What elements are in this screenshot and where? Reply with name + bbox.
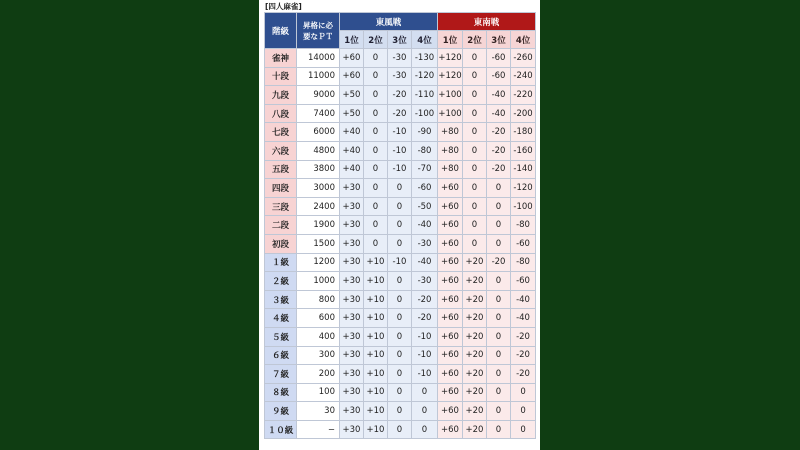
south-place-4-cell: -200 xyxy=(511,104,536,123)
south-place-3-cell: -60 xyxy=(487,49,511,68)
east-place-3-cell: 0 xyxy=(388,179,412,198)
east-place-3-cell: 0 xyxy=(388,234,412,253)
east-place-4-cell: -100 xyxy=(412,104,438,123)
south-place-2-cell: +20 xyxy=(463,309,487,328)
table-row xyxy=(265,309,536,328)
table-row xyxy=(265,49,536,68)
rank-cell: ８級 xyxy=(265,383,297,402)
table-row xyxy=(265,272,536,291)
south-place-1-cell: +60 xyxy=(438,365,463,384)
south-place-4-cell: -160 xyxy=(511,141,536,160)
south-place-3-cell: 0 xyxy=(487,197,511,216)
table-row xyxy=(265,365,536,384)
east-place-4-cell: -10 xyxy=(412,346,438,365)
south-place-1-cell: +80 xyxy=(438,160,463,179)
south-place-3-cell: 0 xyxy=(487,402,511,421)
rank-cell: 八段 xyxy=(265,104,297,123)
pt-required-cell: 2400 xyxy=(297,197,340,216)
south-place-1-cell: +60 xyxy=(438,346,463,365)
east-place-2-cell: +10 xyxy=(364,309,388,328)
south-place-3-cell: 0 xyxy=(487,234,511,253)
rank-cell: ３級 xyxy=(265,290,297,309)
table-row xyxy=(265,383,536,402)
south-place-1-cell: +60 xyxy=(438,290,463,309)
rank-cell: 三段 xyxy=(265,197,297,216)
south-place-1-cell: +60 xyxy=(438,402,463,421)
rank-cell: 十段 xyxy=(265,67,297,86)
south-place-4-cell: -140 xyxy=(511,160,536,179)
south-place-1-cell: +100 xyxy=(438,86,463,105)
rank-cell: 初段 xyxy=(265,234,297,253)
south-place-1-cell: +60 xyxy=(438,327,463,346)
east-place-3-cell: 0 xyxy=(388,327,412,346)
south-place-4-cell: -20 xyxy=(511,346,536,365)
south-place-3-cell: -20 xyxy=(487,160,511,179)
pt-required-cell: 9000 xyxy=(297,86,340,105)
table-body xyxy=(265,49,536,439)
header-east-place-3: 3位 xyxy=(388,31,412,49)
table-row xyxy=(265,104,536,123)
east-place-4-cell: -110 xyxy=(412,86,438,105)
south-place-3-cell: 0 xyxy=(487,272,511,291)
rank-cell: ４級 xyxy=(265,309,297,328)
rank-cell: 七段 xyxy=(265,123,297,142)
pt-required-cell: 800 xyxy=(297,290,340,309)
rank-cell: ９級 xyxy=(265,402,297,421)
south-place-3-cell: 0 xyxy=(487,216,511,235)
east-place-2-cell: +10 xyxy=(364,420,388,439)
east-place-3-cell: 0 xyxy=(388,309,412,328)
east-place-1-cell: +30 xyxy=(340,197,364,216)
east-place-3-cell: -20 xyxy=(388,86,412,105)
south-place-2-cell: 0 xyxy=(463,49,487,68)
pt-required-cell: 400 xyxy=(297,327,340,346)
pt-required-cell: 1200 xyxy=(297,253,340,272)
south-place-3-cell: 0 xyxy=(487,179,511,198)
south-place-2-cell: +20 xyxy=(463,290,487,309)
south-place-4-cell: -60 xyxy=(511,272,536,291)
rank-cell: ５級 xyxy=(265,327,297,346)
east-place-2-cell: 0 xyxy=(364,160,388,179)
east-place-3-cell: -30 xyxy=(388,67,412,86)
pt-required-cell: − xyxy=(297,420,340,439)
header-pt-required: 昇格に必要なＰＴ xyxy=(297,13,340,49)
rank-cell: ７級 xyxy=(265,365,297,384)
east-place-1-cell: +50 xyxy=(340,104,364,123)
south-place-2-cell: +20 xyxy=(463,383,487,402)
south-place-4-cell: -100 xyxy=(511,197,536,216)
east-place-3-cell: -10 xyxy=(388,123,412,142)
south-place-2-cell: 0 xyxy=(463,179,487,198)
table-row xyxy=(265,290,536,309)
south-place-4-cell: -120 xyxy=(511,179,536,198)
south-place-3-cell: -60 xyxy=(487,67,511,86)
east-place-4-cell: 0 xyxy=(412,402,438,421)
east-place-4-cell: -80 xyxy=(412,141,438,160)
pt-required-cell: 200 xyxy=(297,365,340,384)
east-place-1-cell: +30 xyxy=(340,234,364,253)
east-place-2-cell: 0 xyxy=(364,123,388,142)
south-place-2-cell: 0 xyxy=(463,104,487,123)
table-row xyxy=(265,160,536,179)
rank-table-panel xyxy=(259,0,540,450)
header-east-place-4: 4位 xyxy=(412,31,438,49)
south-place-1-cell: +60 xyxy=(438,383,463,402)
rank-cell: 五段 xyxy=(265,160,297,179)
east-place-4-cell: -50 xyxy=(412,197,438,216)
south-place-3-cell: 0 xyxy=(487,309,511,328)
east-place-3-cell: 0 xyxy=(388,346,412,365)
east-place-4-cell: 0 xyxy=(412,383,438,402)
pt-required-cell: 11000 xyxy=(297,67,340,86)
east-place-3-cell: 0 xyxy=(388,197,412,216)
south-place-3-cell: -20 xyxy=(487,123,511,142)
pt-required-cell: 100 xyxy=(297,383,340,402)
east-place-2-cell: +10 xyxy=(364,346,388,365)
east-place-3-cell: -20 xyxy=(388,104,412,123)
south-place-2-cell: +20 xyxy=(463,420,487,439)
east-place-2-cell: 0 xyxy=(364,104,388,123)
south-place-4-cell: 0 xyxy=(511,402,536,421)
table-row xyxy=(265,402,536,421)
east-place-3-cell: 0 xyxy=(388,290,412,309)
header-south-place-2: 2位 xyxy=(463,31,487,49)
east-place-1-cell: +50 xyxy=(340,86,364,105)
south-place-4-cell: 0 xyxy=(511,420,536,439)
south-place-1-cell: +60 xyxy=(438,216,463,235)
east-place-1-cell: +40 xyxy=(340,141,364,160)
pt-required-cell: 3800 xyxy=(297,160,340,179)
east-place-3-cell: -30 xyxy=(388,49,412,68)
south-place-3-cell: 0 xyxy=(487,365,511,384)
east-place-4-cell: -20 xyxy=(412,290,438,309)
east-place-3-cell: 0 xyxy=(388,420,412,439)
pt-required-cell: 1500 xyxy=(297,234,340,253)
header-south-game: 東南戦 xyxy=(438,13,536,31)
table-row xyxy=(265,346,536,365)
east-place-2-cell: 0 xyxy=(364,179,388,198)
south-place-1-cell: +100 xyxy=(438,104,463,123)
east-place-4-cell: -30 xyxy=(412,272,438,291)
table-caption: [四人麻雀] xyxy=(265,2,302,11)
rank-cell: 九段 xyxy=(265,86,297,105)
east-place-1-cell: +30 xyxy=(340,402,364,421)
east-place-2-cell: 0 xyxy=(364,49,388,68)
south-place-1-cell: +60 xyxy=(438,197,463,216)
east-place-2-cell: 0 xyxy=(364,86,388,105)
table-row xyxy=(265,197,536,216)
header-south-place-4: 4位 xyxy=(511,31,536,49)
east-place-2-cell: +10 xyxy=(364,327,388,346)
east-place-1-cell: +30 xyxy=(340,272,364,291)
south-place-4-cell: -220 xyxy=(511,86,536,105)
east-place-1-cell: +30 xyxy=(340,216,364,235)
header-east-place-2: 2位 xyxy=(364,31,388,49)
south-place-4-cell: -60 xyxy=(511,234,536,253)
east-place-4-cell: -120 xyxy=(412,67,438,86)
south-place-1-cell: +60 xyxy=(438,272,463,291)
east-place-2-cell: +10 xyxy=(364,402,388,421)
east-place-4-cell: -40 xyxy=(412,216,438,235)
east-place-4-cell: -10 xyxy=(412,327,438,346)
south-place-3-cell: -40 xyxy=(487,86,511,105)
east-place-3-cell: 0 xyxy=(388,402,412,421)
table-row xyxy=(265,86,536,105)
south-place-3-cell: -20 xyxy=(487,253,511,272)
east-place-1-cell: +40 xyxy=(340,160,364,179)
south-place-2-cell: +20 xyxy=(463,253,487,272)
table-row xyxy=(265,253,536,272)
header-south-place-3: 3位 xyxy=(487,31,511,49)
south-place-2-cell: +20 xyxy=(463,346,487,365)
east-place-1-cell: +30 xyxy=(340,290,364,309)
east-place-4-cell: -40 xyxy=(412,253,438,272)
south-place-2-cell: 0 xyxy=(463,141,487,160)
east-place-2-cell: +10 xyxy=(364,253,388,272)
pt-required-cell: 3000 xyxy=(297,179,340,198)
east-place-4-cell: -90 xyxy=(412,123,438,142)
pt-required-cell: 1000 xyxy=(297,272,340,291)
south-place-4-cell: -180 xyxy=(511,123,536,142)
header-east-place-1: 1位 xyxy=(340,31,364,49)
east-place-2-cell: 0 xyxy=(364,141,388,160)
east-place-1-cell: +40 xyxy=(340,123,364,142)
south-place-1-cell: +60 xyxy=(438,309,463,328)
east-place-1-cell: +30 xyxy=(340,327,364,346)
rank-cell: ２級 xyxy=(265,272,297,291)
east-place-3-cell: 0 xyxy=(388,272,412,291)
east-place-4-cell: -30 xyxy=(412,234,438,253)
south-place-4-cell: 0 xyxy=(511,383,536,402)
table-row xyxy=(265,327,536,346)
south-place-1-cell: +120 xyxy=(438,67,463,86)
pt-required-cell: 600 xyxy=(297,309,340,328)
rank-cell: 六段 xyxy=(265,141,297,160)
south-place-1-cell: +80 xyxy=(438,123,463,142)
east-place-1-cell: +30 xyxy=(340,346,364,365)
east-place-3-cell: -10 xyxy=(388,253,412,272)
south-place-1-cell: +60 xyxy=(438,179,463,198)
east-place-3-cell: -10 xyxy=(388,141,412,160)
south-place-2-cell: 0 xyxy=(463,216,487,235)
east-place-1-cell: +30 xyxy=(340,253,364,272)
pt-required-cell: 30 xyxy=(297,402,340,421)
east-place-3-cell: 0 xyxy=(388,365,412,384)
rank-points-table xyxy=(264,12,536,439)
south-place-4-cell: -80 xyxy=(511,253,536,272)
east-place-4-cell: -20 xyxy=(412,309,438,328)
south-place-1-cell: +60 xyxy=(438,253,463,272)
east-place-3-cell: -10 xyxy=(388,160,412,179)
table-row xyxy=(265,141,536,160)
south-place-2-cell: +20 xyxy=(463,272,487,291)
east-place-2-cell: 0 xyxy=(364,216,388,235)
header-east-game: 東風戦 xyxy=(340,13,438,31)
east-place-1-cell: +60 xyxy=(340,49,364,68)
south-place-3-cell: -20 xyxy=(487,141,511,160)
east-place-4-cell: -130 xyxy=(412,49,438,68)
pt-required-cell: 6000 xyxy=(297,123,340,142)
south-place-2-cell: 0 xyxy=(463,123,487,142)
south-place-1-cell: +120 xyxy=(438,49,463,68)
east-place-4-cell: 0 xyxy=(412,420,438,439)
south-place-4-cell: -20 xyxy=(511,327,536,346)
east-place-1-cell: +30 xyxy=(340,309,364,328)
south-place-3-cell: 0 xyxy=(487,346,511,365)
south-place-2-cell: 0 xyxy=(463,86,487,105)
rank-cell: ６級 xyxy=(265,346,297,365)
east-place-2-cell: +10 xyxy=(364,383,388,402)
east-place-4-cell: -70 xyxy=(412,160,438,179)
pt-required-cell: 1900 xyxy=(297,216,340,235)
table-row xyxy=(265,179,536,198)
east-place-4-cell: -60 xyxy=(412,179,438,198)
south-place-3-cell: 0 xyxy=(487,420,511,439)
pt-required-cell: 4800 xyxy=(297,141,340,160)
pt-required-cell: 300 xyxy=(297,346,340,365)
south-place-2-cell: 0 xyxy=(463,160,487,179)
rank-cell: 雀神 xyxy=(265,49,297,68)
east-place-1-cell: +30 xyxy=(340,365,364,384)
east-place-2-cell: +10 xyxy=(364,272,388,291)
table-row xyxy=(265,67,536,86)
rank-cell: 二段 xyxy=(265,216,297,235)
east-place-1-cell: +30 xyxy=(340,420,364,439)
south-place-3-cell: 0 xyxy=(487,383,511,402)
east-place-1-cell: +30 xyxy=(340,179,364,198)
rank-cell: １０級 xyxy=(265,420,297,439)
south-place-4-cell: -240 xyxy=(511,67,536,86)
south-place-2-cell: 0 xyxy=(463,197,487,216)
header-rank: 階級 xyxy=(265,13,297,49)
south-place-4-cell: -40 xyxy=(511,309,536,328)
south-place-3-cell: 0 xyxy=(487,327,511,346)
south-place-4-cell: -260 xyxy=(511,49,536,68)
east-place-1-cell: +30 xyxy=(340,383,364,402)
east-place-2-cell: 0 xyxy=(364,234,388,253)
south-place-2-cell: +20 xyxy=(463,402,487,421)
south-place-3-cell: -40 xyxy=(487,104,511,123)
east-place-3-cell: 0 xyxy=(388,383,412,402)
east-place-4-cell: -10 xyxy=(412,365,438,384)
pt-required-cell: 14000 xyxy=(297,49,340,68)
south-place-3-cell: 0 xyxy=(487,290,511,309)
south-place-1-cell: +60 xyxy=(438,234,463,253)
east-place-2-cell: +10 xyxy=(364,290,388,309)
table-row xyxy=(265,420,536,439)
pt-required-cell: 7400 xyxy=(297,104,340,123)
east-place-2-cell: 0 xyxy=(364,197,388,216)
south-place-4-cell: -40 xyxy=(511,290,536,309)
south-place-1-cell: +80 xyxy=(438,141,463,160)
table-row xyxy=(265,234,536,253)
south-place-4-cell: -80 xyxy=(511,216,536,235)
table-row xyxy=(265,216,536,235)
east-place-1-cell: +60 xyxy=(340,67,364,86)
south-place-1-cell: +60 xyxy=(438,420,463,439)
rank-cell: １級 xyxy=(265,253,297,272)
south-place-2-cell: +20 xyxy=(463,365,487,384)
east-place-2-cell: +10 xyxy=(364,365,388,384)
south-place-2-cell: 0 xyxy=(463,67,487,86)
table-row xyxy=(265,123,536,142)
header-south-place-1: 1位 xyxy=(438,31,463,49)
south-place-2-cell: +20 xyxy=(463,327,487,346)
rank-cell: 四段 xyxy=(265,179,297,198)
south-place-4-cell: -20 xyxy=(511,365,536,384)
east-place-2-cell: 0 xyxy=(364,67,388,86)
east-place-3-cell: 0 xyxy=(388,216,412,235)
south-place-2-cell: 0 xyxy=(463,234,487,253)
